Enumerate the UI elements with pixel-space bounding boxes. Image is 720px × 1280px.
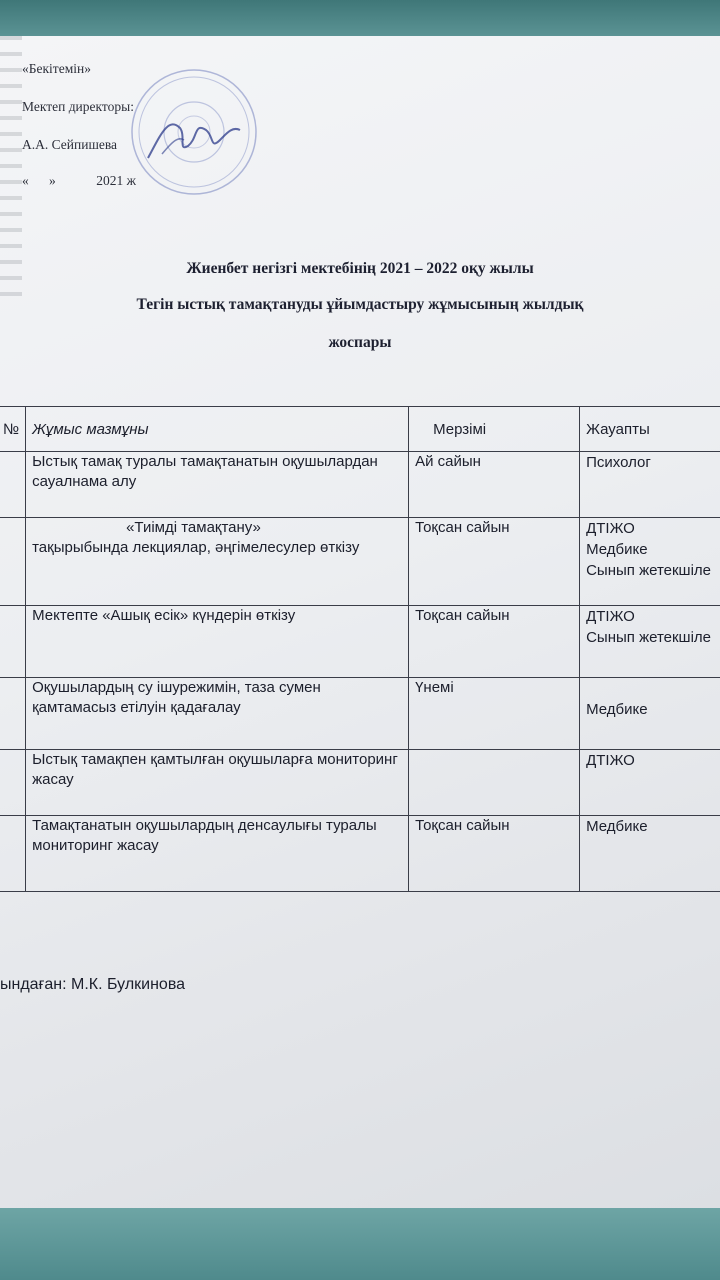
document-sheet [0,36,720,1208]
responsible-name: Медбике [586,701,648,718]
row-number [0,816,26,892]
round-seal-icon [128,66,260,198]
column-header-responsible: Жауапты [580,407,720,452]
table-row [0,816,720,892]
responsible-name: ДТІЖО [586,608,635,625]
column-header-deadline: Мерзімі [409,407,580,452]
row-deadline [409,750,580,816]
row-content-lead: «Тиімді тамақтану» [126,519,261,536]
responsible-name [586,678,720,699]
background-bottom [0,1205,720,1280]
document-title-line-2: Тегін ыстық тамақтануды ұйымдастыру жұмысының жылдық [136,296,584,313]
director-label: Мектеп директоры: [22,99,134,114]
table-row [0,678,720,750]
row-content: Оқушылардың су ішурежимін, таза сумен қамтамасыз етілуін қадағалау [26,678,409,750]
director-name: А.А. Сейпишева [22,137,118,152]
row-content: Мектепте «Ашық есік» күндерін өткізу [26,606,409,678]
responsible-name: ДТІЖО [586,752,635,769]
responsible-name: Сынып жетекшіле [586,629,712,646]
row-content [26,518,409,606]
row-deadline: Үнемі [409,678,580,750]
row-responsible [580,606,720,678]
table-row [0,606,720,678]
row-content: Тамақтанатын оқушылардың денсаулығы туралы мониторинг жасау [26,816,409,892]
row-deadline: Тоқсан сайын [409,816,580,892]
row-number [0,518,26,606]
row-content-text: тақырыбында лекциялар, әңгімелесулер өткізу [32,539,360,556]
row-deadline: Тоқсан сайын [409,518,580,606]
responsible-name: Психолог [586,454,651,471]
signature-icon [148,124,240,158]
row-content: Ыстық тамақ туралы тамақтанатын оқушылардан сауалнама алу [26,452,409,518]
document-title-line-3: жоспары [328,334,392,351]
row-number [0,452,26,518]
approval-date: « » 2021 ж [22,173,136,188]
row-responsible [580,750,720,816]
prepared-by: ындаған: М.К. Булкинова [0,976,186,993]
row-responsible [580,678,720,750]
document-title-line-1: Жиенбет негізгі мектебінің 2021 – 2022 оқу жылы [186,260,534,277]
plan-table [0,406,720,892]
row-responsible [580,518,720,606]
approval-label: «Бекітемін» [22,61,91,76]
table-row [0,518,720,606]
background-top [0,0,720,40]
column-header-content: Жұмыс мазмұны [26,407,409,452]
row-number [0,606,26,678]
row-responsible [580,452,720,518]
table-row [0,750,720,816]
row-deadline: Ай сайын [409,452,580,518]
table-row [0,452,720,518]
row-content: Ыстық тамақпен қамтылған оқушыларға мониторинг жасау [26,750,409,816]
responsible-name: Медбике [586,541,648,558]
responsible-name: Сынып жетекшіле [586,562,712,579]
row-deadline: Тоқсан сайын [409,606,580,678]
column-header-number: № [0,407,26,452]
page-edge-shadow [0,36,22,296]
row-number [0,750,26,816]
row-responsible [580,816,720,892]
responsible-name: ДТІЖО [586,520,635,537]
responsible-name: Медбике [586,818,648,835]
row-number [0,678,26,750]
table-header-row [0,407,720,452]
